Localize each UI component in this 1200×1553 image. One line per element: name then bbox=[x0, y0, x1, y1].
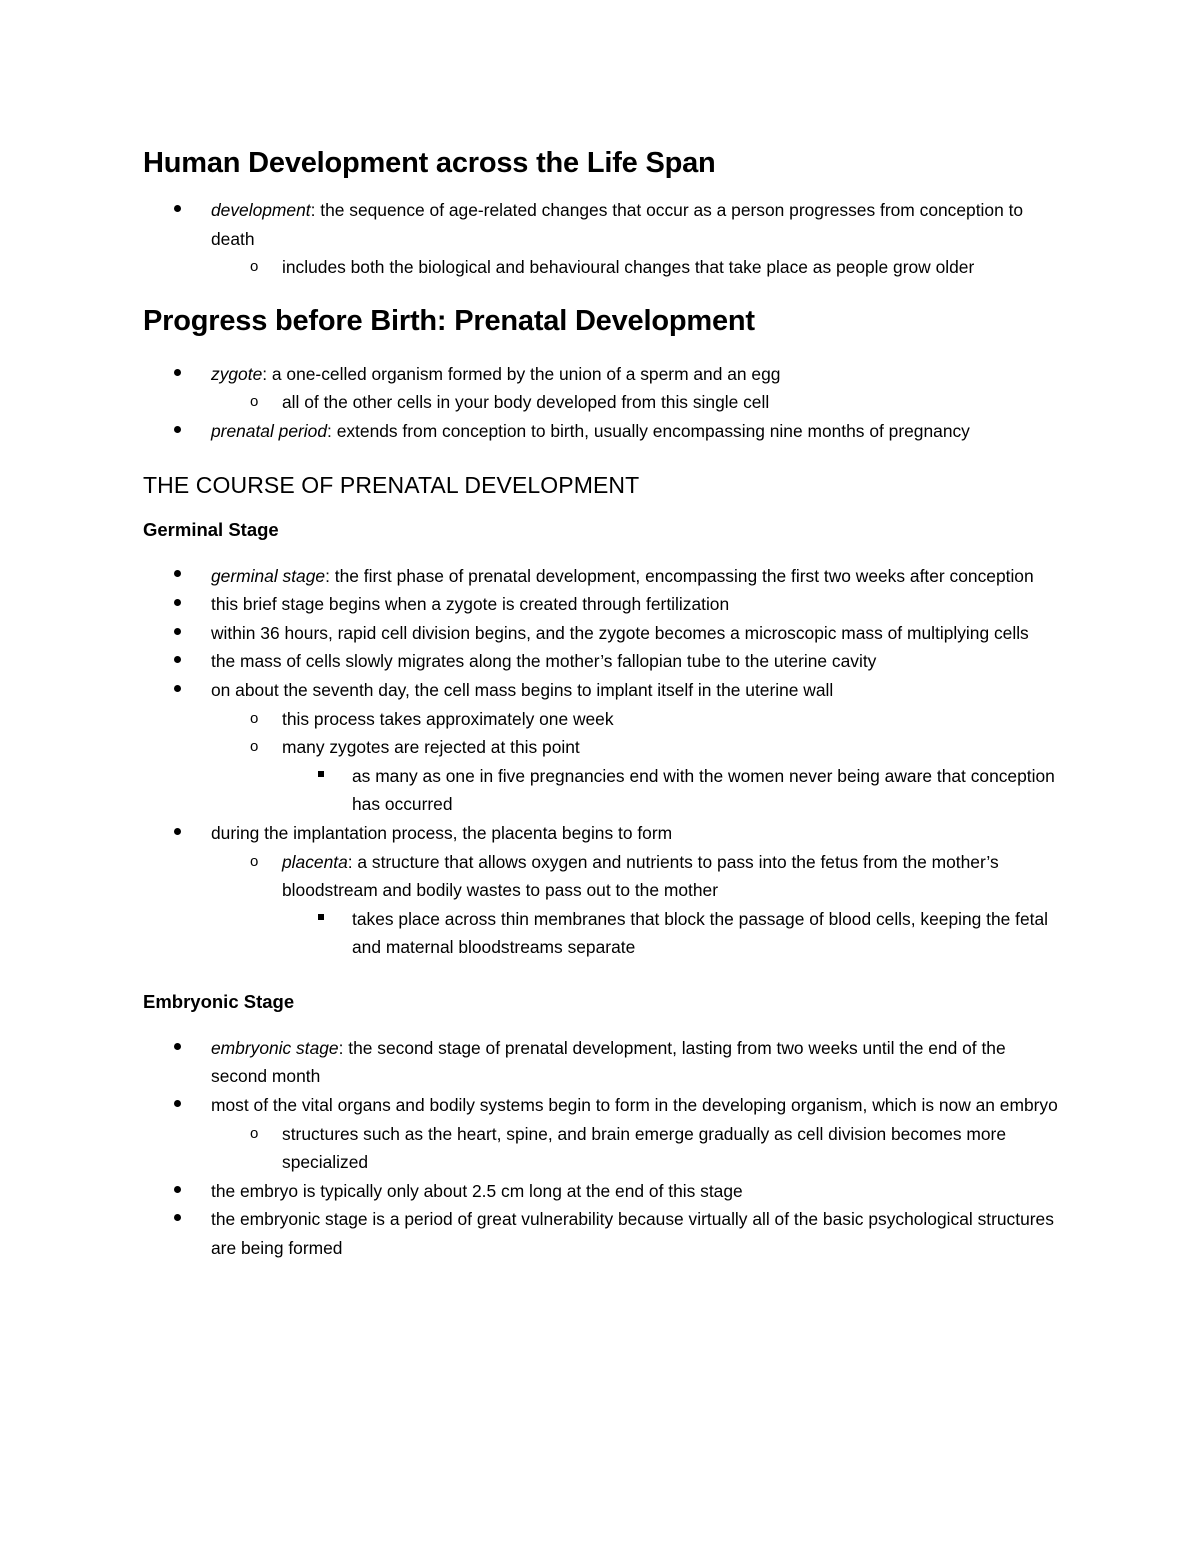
list-text: during the implantation process, the placenta begins to form bbox=[211, 822, 673, 843]
definition: : the sequence of age-related changes that occur as a person progresses from conception to death bbox=[211, 200, 1024, 249]
list-text: many zygotes are rejected at this point bbox=[282, 737, 580, 758]
intro-list bbox=[143, 196, 1063, 282]
term: prenatal period bbox=[211, 420, 328, 441]
bullet-o-icon: o bbox=[250, 738, 259, 756]
list-item bbox=[143, 1034, 1063, 1091]
bullet-dot-icon bbox=[174, 1034, 181, 1063]
list-item bbox=[143, 676, 1063, 705]
term: placenta bbox=[282, 851, 348, 872]
bullet-dot-icon bbox=[174, 1091, 181, 1120]
list-text: most of the vital organs and bodily systems begin to form in the developing organism, which is now an embryo bbox=[211, 1095, 1058, 1116]
spacer bbox=[143, 962, 1063, 978]
list-item bbox=[143, 819, 1063, 848]
bullet-o-icon: o bbox=[250, 1124, 259, 1142]
list-text: includes both the biological and behavioural changes that take place as people grow older bbox=[282, 257, 975, 278]
term: embryonic stage bbox=[211, 1037, 339, 1058]
definition: : extends from conception to birth, usually encompassing nine months of pregnancy bbox=[327, 420, 970, 441]
list-item bbox=[143, 705, 1063, 734]
bullet-o-icon: o bbox=[250, 393, 259, 411]
bullet-dot-icon bbox=[174, 417, 181, 446]
square-bullet-icon bbox=[318, 905, 324, 934]
embryonic-heading: Embryonic Stage bbox=[143, 990, 295, 1012]
list-item bbox=[143, 647, 1063, 676]
bullet-dot-icon bbox=[174, 562, 181, 591]
list-text: within 36 hours, rapid cell division begins, and the zygote becomes a microscopic mass of multiplying cells bbox=[211, 622, 1029, 643]
list-text: as many as one in five pregnancies end with the women never being aware that conception has occurred bbox=[352, 765, 1055, 815]
list-item bbox=[143, 1177, 1063, 1206]
list-text: all of the other cells in your body developed from this single cell bbox=[282, 392, 770, 413]
list-text: this brief stage begins when a zygote is created through fertilization bbox=[211, 594, 730, 615]
list-item bbox=[143, 417, 1063, 446]
list-item bbox=[143, 590, 1063, 619]
list-text: the embryonic stage is a period of great vulnerability because virtually all of the basic psychological structures are being formed bbox=[211, 1209, 1054, 1259]
term: zygote bbox=[211, 363, 263, 384]
list-item bbox=[143, 388, 1063, 417]
bullet-o-icon: o bbox=[250, 852, 259, 870]
bullet-dot-icon bbox=[174, 196, 181, 225]
list-text: structures such as the heart, spine, and brain emerge gradually as cell division becomes more specialized bbox=[282, 1123, 1007, 1173]
section-heading: Progress before Birth: Prenatal Development bbox=[143, 304, 755, 337]
list-text: the mass of cells slowly migrates along the mother’s fallopian tube to the uterine cavity bbox=[211, 651, 877, 672]
list-text: the embryo is typically only about 2.5 cm long at the end of this stage bbox=[211, 1180, 743, 1201]
prenatal-list bbox=[143, 360, 1063, 446]
list-item bbox=[143, 1091, 1063, 1120]
list-item bbox=[143, 905, 1063, 962]
bullet-dot-icon bbox=[174, 819, 181, 848]
list-item bbox=[143, 762, 1063, 819]
bullet-o-icon: o bbox=[250, 258, 259, 276]
document-title: Human Development across the Life Span bbox=[143, 147, 716, 179]
list-text: takes place across thin membranes that block the passage of blood cells, keeping the fetal and maternal bloodstreams separate bbox=[352, 908, 1049, 958]
definition: : a one-celled organism formed by the union of a sperm and an egg bbox=[262, 363, 781, 384]
bullet-dot-icon bbox=[174, 647, 181, 676]
subsection-heading: THE COURSE OF PRENATAL DEVELOPMENT bbox=[143, 471, 640, 498]
list-item bbox=[143, 1205, 1063, 1262]
list-item bbox=[143, 196, 1063, 253]
bullet-dot-icon bbox=[174, 619, 181, 648]
list-item bbox=[143, 360, 1063, 389]
definition: : the second stage of prenatal development, lasting from two weeks until the end of the second month bbox=[211, 1037, 1006, 1087]
bullet-dot-icon bbox=[174, 360, 181, 389]
bullet-dot-icon bbox=[174, 590, 181, 619]
germinal-heading: Germinal Stage bbox=[143, 518, 279, 540]
bullet-o-icon: o bbox=[250, 709, 259, 727]
document-page bbox=[143, 140, 1063, 1263]
definition: : a structure that allows oxygen and nutrients to pass into the fetus from the mother’s bloodstream and bodily wastes to pass out to the mother bbox=[282, 851, 999, 901]
list-text: on about the seventh day, the cell mass begins to implant itself in the uterine wall bbox=[211, 679, 834, 700]
list-text: this process takes approximately one week bbox=[282, 708, 614, 729]
square-bullet-icon bbox=[318, 762, 324, 791]
bullet-dot-icon bbox=[174, 1205, 181, 1234]
definition: : the first phase of prenatal development, encompassing the first two weeks after conception bbox=[325, 565, 1034, 586]
bullet-dot-icon bbox=[174, 1177, 181, 1206]
embryonic-list bbox=[143, 1034, 1063, 1263]
list-item bbox=[143, 619, 1063, 648]
bullet-dot-icon bbox=[174, 676, 181, 705]
list-item bbox=[143, 1120, 1063, 1177]
list-item bbox=[143, 733, 1063, 762]
list-item bbox=[143, 253, 1063, 282]
list-item bbox=[143, 848, 1063, 905]
term: germinal stage bbox=[211, 565, 326, 586]
term: development bbox=[211, 200, 311, 220]
germinal-list bbox=[143, 562, 1063, 962]
list-item bbox=[143, 562, 1063, 591]
